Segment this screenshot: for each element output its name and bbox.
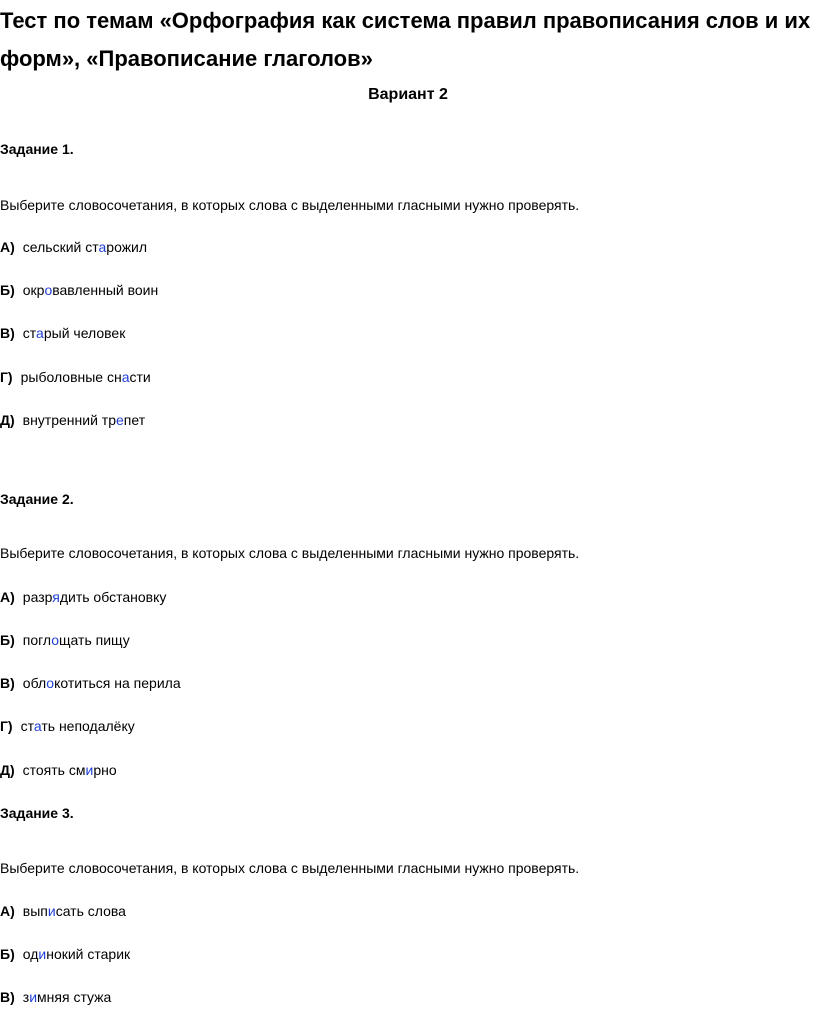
option-text-end: щать пищу bbox=[59, 632, 130, 648]
task-3-option-a bbox=[0, 903, 126, 919]
option-text-end: рно bbox=[93, 762, 117, 778]
highlighted-vowel: о bbox=[44, 282, 53, 298]
option-letter: В) bbox=[0, 675, 15, 691]
option-text-start: од bbox=[22, 946, 39, 962]
option-text-end: рый человек bbox=[43, 325, 126, 341]
task-1-instruction: Выберите словосочетания, в которых слова с выделенными гласными нужно проверять. bbox=[0, 197, 580, 213]
highlighted-vowel: и bbox=[47, 903, 56, 919]
option-text-end: дить обстановку bbox=[59, 589, 167, 605]
option-text-start: стоять см bbox=[22, 762, 86, 778]
highlighted-vowel: а bbox=[36, 325, 44, 341]
task-2-option-b bbox=[0, 632, 130, 648]
option-text-end: пет bbox=[123, 412, 146, 428]
option-letter: Б) bbox=[0, 282, 15, 298]
task-2-option-d bbox=[0, 718, 135, 734]
task-1-heading: Задание 1. bbox=[0, 141, 74, 157]
task-2-heading: Задание 2. bbox=[0, 491, 74, 507]
task-3-option-b bbox=[0, 946, 130, 962]
highlighted-vowel: и bbox=[85, 762, 94, 778]
task-1-option-c bbox=[0, 325, 125, 341]
highlighted-vowel: а bbox=[98, 239, 107, 255]
option-text-start: внутренний тр bbox=[22, 412, 116, 428]
option-text-end: ть неподалёку bbox=[41, 718, 135, 734]
highlighted-vowel: о bbox=[46, 675, 55, 691]
highlighted-vowel: е bbox=[116, 412, 124, 428]
option-text-start: обл bbox=[22, 675, 47, 691]
option-text-start: рыболовные сн bbox=[20, 369, 122, 385]
option-letter: В) bbox=[0, 325, 15, 341]
option-text-start: сельский ст bbox=[22, 239, 99, 255]
highlighted-vowel: и bbox=[29, 989, 38, 1005]
task-2-option-c bbox=[0, 675, 181, 691]
option-text-end: сать слова bbox=[55, 903, 126, 919]
option-letter: Д) bbox=[0, 412, 15, 428]
option-text-end: рожил bbox=[106, 239, 148, 255]
task-2-option-a bbox=[0, 589, 166, 605]
option-letter: Г) bbox=[0, 718, 13, 734]
option-text-start: вып bbox=[22, 903, 48, 919]
option-text-start: разр bbox=[22, 589, 53, 605]
option-text-start: ст bbox=[20, 718, 34, 734]
highlighted-vowel: а bbox=[121, 369, 130, 385]
variant-heading: Вариант 2 bbox=[368, 86, 448, 103]
highlighted-vowel: а bbox=[33, 718, 42, 734]
task-2-instruction: Выберите словосочетания, в которых слова с выделенными гласными нужно проверять. bbox=[0, 545, 580, 561]
option-letter: В) bbox=[0, 989, 15, 1005]
document-title: Тест по темам «Орфография как система правил правописания слов и их форм», «Правописание глаголов» bbox=[0, 8, 811, 71]
option-letter: Д) bbox=[0, 762, 15, 778]
option-text-end: нокий старик bbox=[46, 946, 131, 962]
option-letter: Г) bbox=[0, 369, 13, 385]
option-text-end: котиться на перила bbox=[54, 675, 181, 691]
task-1-option-e bbox=[0, 412, 145, 428]
option-text-end: мняя стужа bbox=[37, 989, 112, 1005]
task-1-option-a bbox=[0, 239, 147, 255]
option-text-start: з bbox=[22, 989, 30, 1005]
highlighted-vowel: я bbox=[52, 589, 60, 605]
highlighted-vowel: о bbox=[51, 632, 60, 648]
option-letter: А) bbox=[0, 589, 15, 605]
task-1-option-b bbox=[0, 282, 158, 298]
option-letter: А) bbox=[0, 903, 15, 919]
task-2-option-e bbox=[0, 762, 117, 778]
task-3-instruction: Выберите словосочетания, в которых слова с выделенными гласными нужно проверять. bbox=[0, 860, 580, 876]
option-text-start: погл bbox=[22, 632, 52, 648]
highlighted-vowel: и bbox=[38, 946, 47, 962]
option-text-start: окр bbox=[22, 282, 45, 298]
option-letter: А) bbox=[0, 239, 15, 255]
option-text-start: ст bbox=[22, 325, 37, 341]
task-1-option-d bbox=[0, 369, 151, 385]
option-letter: Б) bbox=[0, 946, 15, 962]
option-text-end: вавленный воин bbox=[52, 282, 159, 298]
option-text-end: сти bbox=[129, 369, 151, 385]
task-3-heading: Задание 3. bbox=[0, 805, 74, 821]
option-letter: Б) bbox=[0, 632, 15, 648]
task-3-option-c bbox=[0, 989, 111, 1005]
